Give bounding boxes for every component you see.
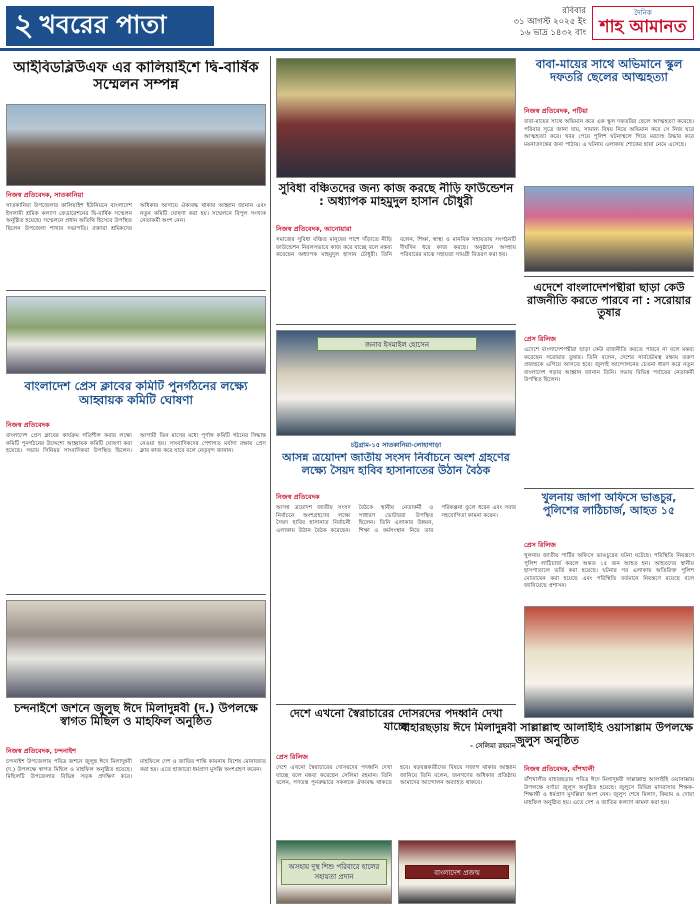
article-10-photo [524, 606, 694, 718]
article-2-byline: নিজস্ব প্রতিবেদক [6, 421, 50, 429]
article-6-body: দেশে এখনো স্বৈরাচারের দোসরদের পদধ্বনি দেখা যাচ্ছে বলে মন্তব্য করেছেন সেলিমা রহমান। তিনি বলেন, গণতন্ত্র পুনরুদ্ধারে সকলকে ঐক্যবদ্ধ থাকতে হবে। ষড়যন্ত্রকারীদের বিষয়ে সজাগ থাকার আহ্বান জানিয়ে তিনি বলেন, জনগণের অধিকার প্রতিষ্ঠায় আমাদের আন্দোলন অব্যাহত থাকবে। [276, 765, 516, 787]
article-3-body: চন্দনাইশ উপজেলায় পবিত্র জশনে জুলুছ ঈদে মিলাদুন্নবী (দ.) উপলক্ষে স্বাগত মিছিল ও মাহফিল অনুষ্ঠিত হয়েছে। মিছিলটি উপজেলার বিভিন্ন সড়ক প্রদক্ষিণ করে। মাহফিলে দেশ ও জাতির শান্তি কামনায় বিশেষ মোনাজাত করা হয়। এতে হাজারো ধর্মপ্রাণ মুসল্লি অংশগ্রহণ করেন। [6, 759, 266, 781]
divider [524, 488, 694, 489]
logo-name: শাহ আমানত [599, 17, 687, 37]
divider [6, 594, 266, 595]
section-title: খবরের পাতা [39, 9, 167, 39]
divider [524, 276, 694, 277]
article-1-photo [6, 104, 266, 186]
date-block [486, 6, 586, 40]
article-5-photo [276, 330, 516, 436]
ad-red-banner: বাংলাদেশ প্রজন্ম [405, 865, 509, 879]
date-gregorian: ৩১ আগস্ট ২০২৫ ইং [513, 17, 586, 27]
article-8-body: এদেশে বাংলাদেশপন্থীরা ছাড়া কেউ রাজনীতি করতে পারবে না বলে মন্তব্য করেছেন সরোয়ার তুষার। তিনি বলেন, দেশের সার্বভৌমত্ব রক্ষায় তরুণ প্রজন্মকে এগিয়ে আসতে হবে। জুলাই আন্দোলনের চেতনা ধারণ করে নতুন বাংলাদেশ গড়ার আহ্বান জানান তিনি। সভায় বিভিন্ন পর্যায়ের নেতাকর্মী উপস্থিত ছিলেন। [524, 347, 694, 384]
article-9-headline: খুলনায় জাপা অফিসে ভাঙচুর, পুলিশের লাঠিচার্জ, আহত ১৫ [541, 492, 677, 517]
article-7-photo [524, 186, 694, 272]
logo-top-text: দৈনিক [634, 9, 652, 17]
article-4-byline: নিজস্ব প্রতিবেদক, আনোয়ারা [276, 225, 352, 233]
article-9-body: খুলনায় জাতীয় পার্টির অফিসে ভাঙচুরের ঘটনা ঘটেছে। পরিস্থিতি নিয়ন্ত্রণে পুলিশ লাঠিচার্জ করলে অন্তত ১৫ জন আহত হন। আহতদের স্থানীয় হাসপাতালে ভর্তি করা হয়েছে। ঘটনার পর এলাকায় অতিরিক্ত পুলিশ মোতায়েন করা হয়েছে এবং পরিস্থিতি বর্তমানে নিয়ন্ত্রণে রয়েছে বলে জানিয়েছে প্রশাসন। [524, 553, 694, 590]
advertisement-photo-2 [398, 840, 516, 904]
column-divider [270, 56, 271, 904]
article-6-byline: প্রেস রিলিজ [276, 753, 308, 761]
date-weekday: রবিবার [562, 6, 586, 16]
article-10-byline: নিজস্ব প্রতিবেদক, বাঁশখালী [524, 765, 595, 773]
article-2-headline: বাংলাদেশ প্রেস ক্লাবের কমিটি পুনর্গঠনের লক্ষ্যে আহ্বায়ক কমিটি ঘোষণা [24, 380, 248, 407]
article-10-headline: বাহারছড়ায় ঈদে মিলাদুন্নবী সাল্লাল্লাহু আলাইহি ওয়াসাল্লাম উপলক্ষে জুলুস অনুষ্ঠিত [400, 722, 694, 747]
article-5-photo-caption: চট্টগ্রাম-১৫ সাতকানিয়া-লোহাগাড়া [350, 441, 442, 449]
article-9-text [524, 540, 694, 604]
article-3-photo [6, 600, 266, 698]
page-number: ২ [14, 8, 34, 43]
article-7-byline: নিজস্ব প্রতিবেদক, পটিয়া [524, 107, 588, 115]
article-4-headline: সুবিধা বঞ্চিতদের জন্য কাজ করছে নীড়ি ফাউন্ডেশন : অধ্যাপক মাহমুদুল হাসান চৌধুরী [278, 182, 514, 209]
article-8-text [524, 334, 694, 486]
article-4-body: সমাজের সুবিধা বঞ্চিত মানুষের পাশে দাঁড়াতে নীড়ি ফাউন্ডেশন নিরলসভাবে কাজ করে যাচ্ছে বলে মন্তব্য করেছেন অধ্যাপক মাহমুদুল হাসান চৌধুরী। তিনি বলেন, শিক্ষা, স্বাস্থ্য ও মানবিক সহায়তায় সংগঠনটি দীর্ঘদিন ধরে কাজ করছে। অনুষ্ঠানে অসহায় পরিবারের মাঝে সহায়তা সামগ্রী বিতরণ করা হয়। [276, 237, 516, 259]
article-2-text [6, 420, 266, 590]
article-3-byline: নিজস্ব প্রতিবেদক, চন্দনাইশ [6, 747, 77, 755]
article-7-body: বাবা-মায়ের সাথে অভিমান করে এক স্কুল দফতরির ছেলে আত্মহত্যা করেছে। পরিবার সূত্রে জানা যায়, সামান্য বিষয় নিয়ে অভিমান করে সে নিজ ঘরে আত্মহত্যা করে। খবর পেয়ে পুলিশ ঘটনাস্থলে গিয়ে মরদেহ উদ্ধার করে ময়নাতদন্তের জন্য পাঠায়। এ ঘটনায় এলাকায় শোকের ছায়া নেমে এসেছে। [524, 119, 694, 148]
article-5-text [276, 492, 516, 702]
date-bangla: ১৬ ভাদ্র ১৪৩২ বাং [519, 28, 586, 38]
newspaper-logo [592, 6, 694, 40]
article-2-photo [6, 296, 266, 374]
article-3-text [6, 746, 266, 904]
article-5-body: আসন্ন ত্রয়োদশ জাতীয় সংসদ নির্বাচনে অংশগ্রহণের লক্ষ্যে সৈয়দ হাবিব হাসানাত নির্বাচনী এলাকায় উঠান বৈঠক করেছেন। বৈঠকে স্থানীয় নেতাকর্মী ও সাধারণ ভোটাররা উপস্থিত ছিলেন। তিনি এলাকার উন্নয়ন, শিক্ষা ও কর্মসংস্থান নিয়ে তার পরিকল্পনা তুলে ধরেন এবং সবার সহযোগিতা কামনা করেন। [276, 505, 516, 534]
article-5-byline: নিজস্ব প্রতিবেদক [276, 493, 320, 501]
article-6-headline: দেশে এখনো স্বৈরাচারের দোসরদের পদধ্বনি দেখা যাচ্ছে [289, 708, 503, 733]
article-1-body: সাতকানিয়া উপজেলার কালিয়াইশ ইউনিয়নে বাংলাদেশ ইসলামী শ্রমিক কল্যাণ ফেডারেশনের দ্বি-বার্ষিক সম্মেলন অনুষ্ঠিত হয়েছে। সম্মেলনে প্রধান অতিথি হিসেবে উপস্থিত ছিলেন উপজেলা শাখার সভাপতি। বক্তারা শ্রমিকদের অধিকার আদায়ে ঐক্যবদ্ধ থাকার আহ্বান জানান এবং নতুন কমিটি ঘোষণা করা হয়। সম্মেলনে বিপুল সংখ্যক নেতাকর্মী অংশ নেন। [6, 203, 266, 232]
article-10-body: বাঁশখালীর বাহারছড়ায় পবিত্র ঈদে মিলাদুন্নবী সাল্লাল্লাহু আলাইহি ওয়াসাল্লাম উপলক্ষে বর্ণাঢ্য জুলুস অনুষ্ঠিত হয়েছে। জুলুসে বিভিন্ন মাদরাসার শিক্ষক-শিক্ষার্থী ও ধর্মপ্রাণ মুসল্লিরা অংশ নেন। জুলুস শেষে মিলাদ, কিয়াম ও দোয়া মাহফিল অনুষ্ঠিত হয়। এতে দেশ ও জাতির কল্যাণ কামনা করা হয়। [524, 777, 694, 806]
article-7-headline: বাবা-মায়ের সাথে অভিমানে স্কুল দফতরি ছেলের আত্মহত্যা [535, 58, 683, 85]
page-header-badge [6, 6, 214, 46]
article-4-text [276, 224, 516, 320]
article-1-byline: নিজস্ব প্রতিবেদক, সাতকানিয়া [6, 191, 84, 199]
article-4-photo [276, 58, 516, 178]
article-6-text [276, 752, 516, 836]
divider [276, 704, 516, 705]
divider [276, 324, 516, 325]
article-6-quote-attribution: - সেলিমা রহমান [469, 742, 516, 750]
advertisement-photo [276, 840, 392, 904]
article-1-text [6, 190, 266, 286]
article-10-text [524, 764, 694, 904]
article-8-headline: এদেশে বাংলাদেশপন্থীরা ছাড়া কেউ রাজনীতি করতে পারবে না : সরোয়ার তুষার [527, 282, 691, 320]
article-5-headline: আসন্ন ত্রয়োদশ জাতীয় সংসদ নির্বাচনে অংশ গ্রহণের লক্ষ্যে সৈয়দ হাবিব হাসানাতের উঠান বৈঠক [282, 452, 510, 477]
conference-banner: জনাব ইসমাইল হোসেন [317, 337, 477, 351]
divider [6, 290, 266, 291]
article-9-byline: প্রেস রিলিজ [524, 541, 556, 549]
article-1-headline: আইবিডব্লিউএফ এর কালিয়াইশে দ্বি-বার্ষিক সম্মেলন সম্পন্ন [13, 60, 259, 93]
article-2-body: বাংলাদেশ প্রেস ক্লাবের কার্যক্রম গতিশীল করার লক্ষ্যে কমিটি পুনর্গঠনের উদ্দেশ্যে আহ্বায়ক কমিটি ঘোষণা করা হয়েছে। সভায় সিনিয়র সাংবাদিকরা উপস্থিত ছিলেন। আগামী তিন মাসের মধ্যে পূর্ণাঙ্গ কমিটি গঠনের সিদ্ধান্ত নেওয়া হয়। সাংবাদিকদের পেশাগত মর্যাদা রক্ষায় প্রেস ক্লাব কাজ করে যাবে বলে নেতৃবৃন্দ জানান। [6, 433, 266, 455]
article-8-byline: প্রেস রিলিজ [524, 335, 556, 343]
header-rule [0, 48, 700, 51]
ad-banner: অসহায় দুস্থ শিশু পরিবারে হালের সহায়তা প্রদান [281, 859, 387, 885]
article-3-headline: চন্দনাইশে জশনে জুলুছ ঈদে মিলাদুন্নবী (দ.) উপলক্ষে স্বাগত মিছিল ও মাহফিল অনুষ্ঠিত [14, 702, 258, 729]
